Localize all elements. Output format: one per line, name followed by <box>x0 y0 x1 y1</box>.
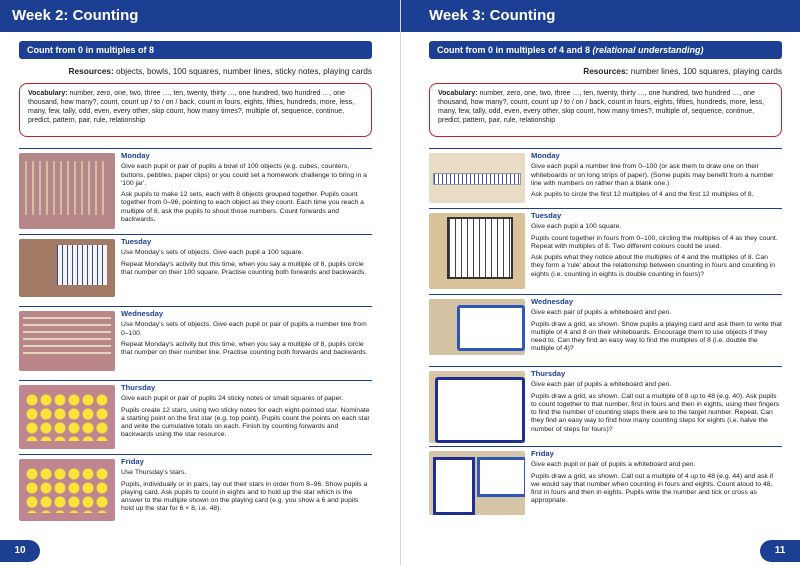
vocabulary-text: number, zero, one, two, three …, ten, twenty, thirty …, one hundred, two hundred …, one thousand, how many?, count, count up / to / on / back, count in fours, eights, fifties, hundreds, more, less, many, few, tally, odd, even, every other, skip count, how many times?, multiple of, sequence, continue, predict, pattern, pair, rule, relationship <box>438 90 765 124</box>
resources-line <box>19 66 372 76</box>
day-name: Wednesday <box>531 297 574 306</box>
photo-number-line <box>19 311 115 371</box>
day-thursday <box>429 366 782 446</box>
photo-100-square <box>429 213 525 289</box>
day-friday <box>19 454 372 524</box>
day-paragraph: Use Thursday's stars. <box>121 469 187 477</box>
day-name: Tuesday <box>531 211 562 220</box>
day-monday <box>19 148 372 234</box>
day-thursday <box>19 380 372 454</box>
day-paragraph: Give each pair of pupils a whiteboard and pen. <box>531 309 672 317</box>
vocabulary-box <box>19 83 372 137</box>
resources-text: objects, bowls, 100 squares, number lines, sticky notes, playing cards <box>116 66 372 76</box>
day-paragraph: Pupils count together in fours from 0–100, circling the multiples of 4 as they count. Repeat with multiples of 8. Two different colours could be used. <box>531 234 778 250</box>
day-paragraph: Give each pupil a number line from 0–100 (or ask them to draw one on their whiteboards or on long strips of paper). (Some pupils may benefit from a number line with numbers on rather than a blank one.) <box>531 163 774 187</box>
day-name: Friday <box>531 449 554 458</box>
day-paragraph: Give each pupil or pair of pupils a bowl of 100 objects (e.g. cubes, counters, buttons, pebbles, paper clips) or you could set a homework challenge to bring in a '100 jar'. <box>121 163 367 187</box>
week-title: Week 2: Counting <box>0 0 400 32</box>
day-name: Tuesday <box>121 237 152 246</box>
page-number: 10 <box>0 540 40 562</box>
day-monday <box>429 148 782 208</box>
day-paragraph: Give each pupil a 100 square. <box>531 223 622 231</box>
vocabulary-label: Vocabulary: <box>28 90 68 97</box>
photo-stars-card <box>19 459 115 521</box>
photo-straws <box>19 153 115 229</box>
resources-text: number lines, 100 squares, playing cards <box>630 66 782 76</box>
photo-number-line <box>429 153 525 203</box>
day-name: Wednesday <box>121 309 164 318</box>
day-wednesday <box>19 306 372 380</box>
day-friday <box>429 446 782 518</box>
section-title <box>429 41 782 59</box>
vocabulary-box <box>429 83 782 137</box>
day-paragraph: Repeat Monday's activity but this time, when you say a multiple of 8, pupils circle that number on their 100 square. Practise counting both forwards and backwards. <box>121 260 367 276</box>
photo-sticky-stars <box>19 385 115 449</box>
day-paragraph: Pupils create 12 stars, using two sticky notes for each eight-pointed star. Nominate a starting point on the first star (e.g. top point). Pupils count the points on each star and write the cumulative totals on each. Finish by counting forwards and backwards using the star resource. <box>121 406 370 439</box>
right-page <box>400 0 800 565</box>
vocabulary-text: number, zero, one, two, three …, ten, twenty, thirty …, one hundred, two hundred …, one thousand, how many?, count, count up / to / on / back, count in fours, eights, fifties, hundreds, more, less, many, few, tally, odd, even, every other, skip count, how many times?, multiple of, sequence, continue, predict, pattern, pair, rule, relationship <box>28 90 355 124</box>
day-name: Monday <box>121 151 150 160</box>
photo-whiteboard-grid <box>429 371 525 443</box>
photo-whiteboard-card <box>429 299 525 355</box>
day-list <box>429 148 782 518</box>
day-paragraph: Ask pupils to circle the first 12 multiples of 4 and the first 12 multiples of 8. <box>531 191 754 199</box>
day-paragraph: Pupils draw a grid, as shown. Call out a multiple of 4 up to 48 (e.g. 44) and ask if we would say that number when counting in fours and eights. Count aloud to 48, first in fours and then in eights. Pupils write the number and tick or cross as appropriate. <box>531 472 774 505</box>
section-title: Count from 0 in multiples of 8 <box>19 41 372 59</box>
section-title-italic: (relational understanding) <box>592 45 704 55</box>
page-number: 11 <box>760 540 800 562</box>
day-name: Thursday <box>121 383 156 392</box>
day-paragraph: Give each pair of pupils a whiteboard and pen. <box>531 381 672 389</box>
vocabulary-label: Vocabulary: <box>438 90 478 97</box>
resources-label: Resources: <box>68 66 114 76</box>
day-wednesday <box>429 294 782 366</box>
day-list <box>19 148 372 524</box>
day-paragraph: Pupils draw a grid, as shown. Show pupils a playing card and ask them to write that multiple of 4 and 8 on their whiteboards. Encourage them to use objects if they need to. Can they find an easy way to find the multiples of 8 (i.e. double the multiple of 4)? <box>531 320 782 353</box>
day-paragraph: Give each pupil or pair of pupils 24 sticky notes or small squares of paper. <box>121 395 344 403</box>
day-paragraph: Use Monday's sets of objects. Give each pupil a 100 square. <box>121 249 304 257</box>
week-title: Week 3: Counting <box>401 0 800 32</box>
day-paragraph: Pupils, individually or in pairs, lay out their stars in order from 8–96. Show pupils a playing card. Ask pupils to count in eights and to hold up the star which is the answer to the multiple shown on the playing card (e.g. you show a 6 and pupils hold up the star for 6 × 8, i.e. 48). <box>121 480 368 513</box>
day-name: Friday <box>121 457 144 466</box>
day-paragraph: Give each pupil or pair of pupils a whiteboard and pen. <box>531 461 696 469</box>
day-paragraph: Pupils draw a grid, as shown. Call out a multiple of 8 up to 48 (e.g. 40). Ask pupils to count together to that number, first in fours and then in eights, using their fingers to find the number of counting steps there are to the target number. Repeat. Can they find an easy way to find how many counting steps for eights (i.e. halve the number of steps for fours)? <box>531 392 780 433</box>
photo-100-square <box>19 239 115 297</box>
day-paragraph: Use Monday's sets of objects. Give each pupil or pair of pupils a number line from 0–100. <box>121 321 367 337</box>
day-paragraph: Ask pupils what they notice about the multiples of 4 and the multiples of 8. Can they form a 'rule' about the relationship between counting in fours and counting in eights (i.e. counting in eights is double counting in fours)? <box>531 254 776 278</box>
section-title-main: Count from 0 in multiples of 4 and 8 <box>437 45 591 55</box>
day-paragraph: Ask pupils to make 12 sets, each with 8 objects grouped together. Pupils count together from 0–96, pointing to each object as they count. Each time you reach a multiple of 8, ask the pupils to shout those numbers. Count forwards and backwards. <box>121 191 364 224</box>
photo-whiteboards-tick <box>429 451 525 515</box>
resources-line <box>429 66 782 76</box>
day-tuesday <box>429 208 782 294</box>
day-paragraph: Repeat Monday's activity but this time, when you say a multiple of 8, pupils circle that number on their number line. Practise counting both forwards and backwards. <box>121 340 368 357</box>
day-name: Thursday <box>531 369 566 378</box>
resources-label: Resources: <box>583 66 629 76</box>
day-name: Monday <box>531 151 560 160</box>
day-tuesday <box>19 234 372 306</box>
